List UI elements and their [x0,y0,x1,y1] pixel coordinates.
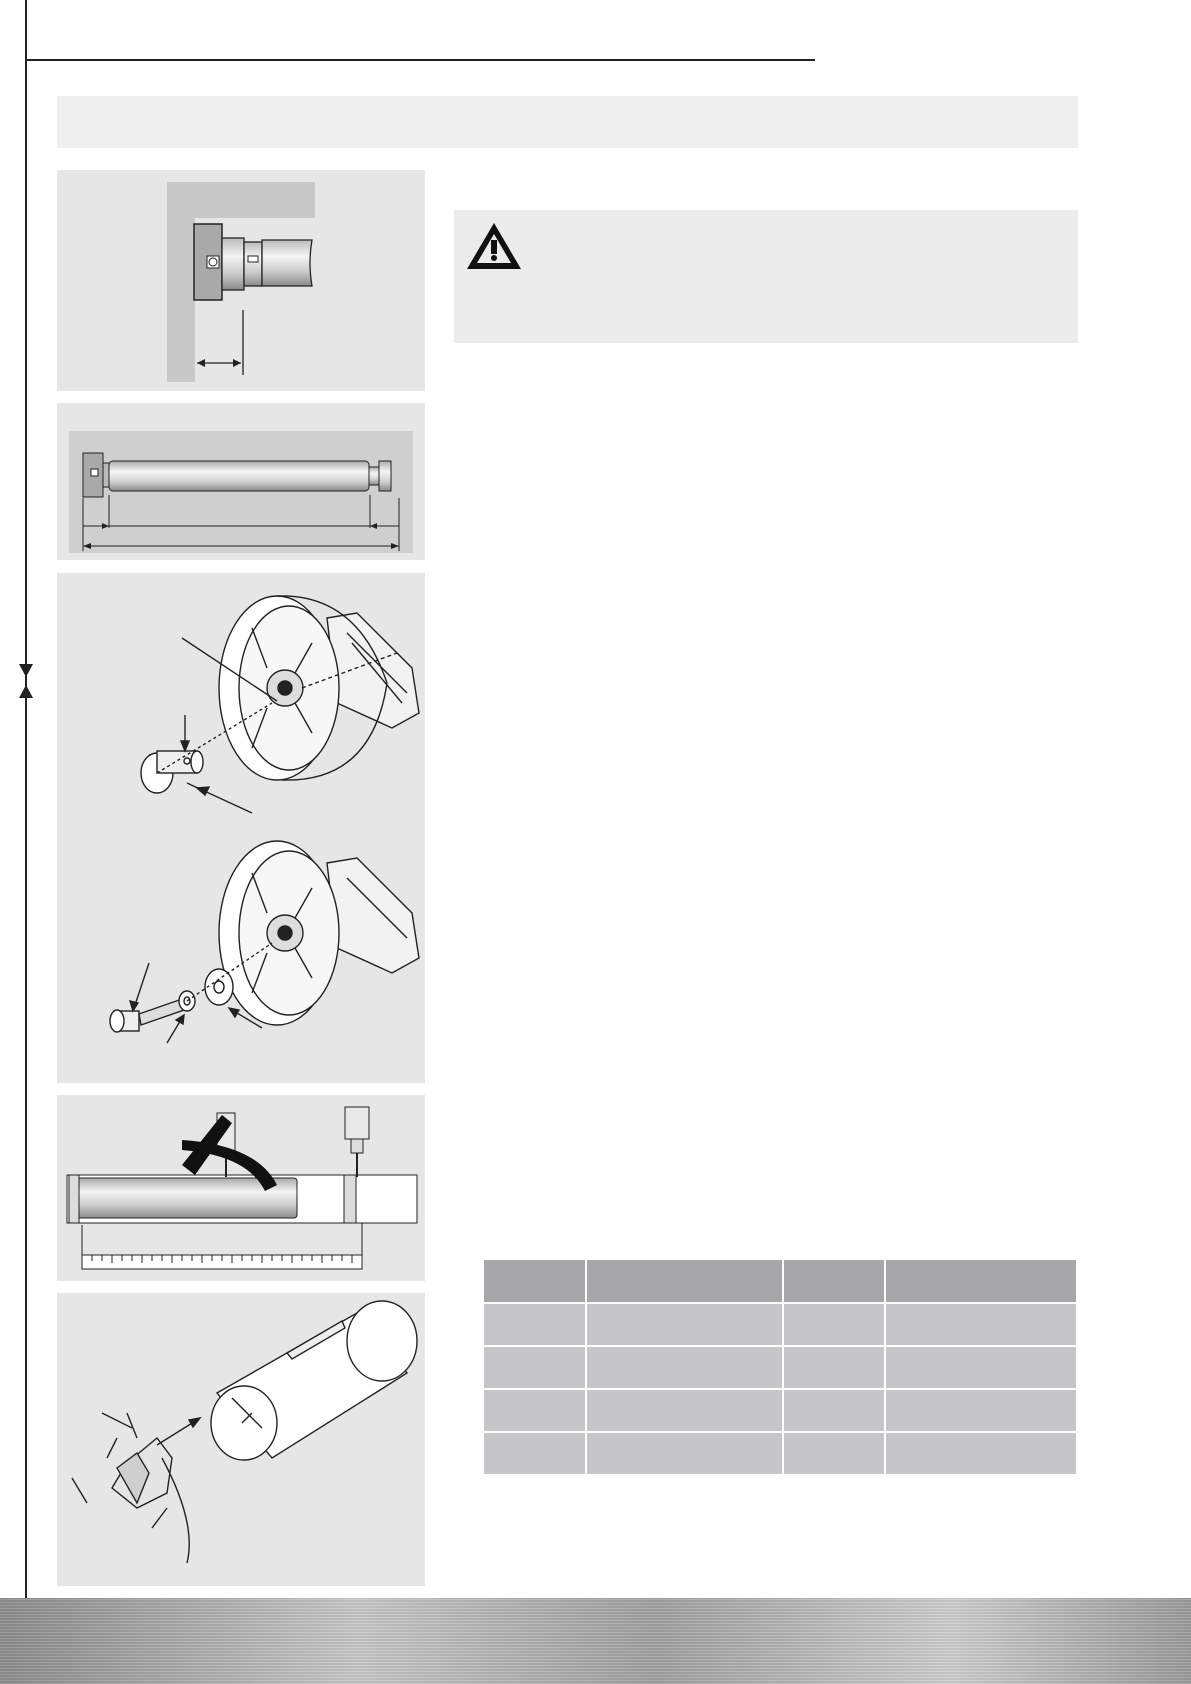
table-cell [784,1390,884,1431]
table-row [484,1390,1076,1431]
spec-table [482,1258,1078,1476]
table-row [484,1433,1076,1474]
margin-rule-vertical [25,0,27,1600]
fold-marker-icon [18,664,34,698]
figure-tube-insertion [57,1293,425,1586]
table-cell [886,1304,1076,1345]
table-cell [784,1304,884,1345]
header-rule [25,59,815,61]
table-header-cell [886,1260,1076,1302]
table-header-cell [484,1260,585,1302]
brushed-metal-footer [0,1598,1191,1684]
table-cell [484,1390,585,1431]
tube-insertion-diagram [57,1293,425,1586]
table-header-row [484,1260,1076,1302]
table-cell [886,1390,1076,1431]
figure-adapter-assembly [57,573,425,1083]
table-cell [587,1390,782,1431]
figure-bracket-clearance [57,170,425,391]
section-title-band [57,96,1078,148]
adapter-exploded-diagram [57,573,425,1083]
figure-tube-length [57,403,425,560]
table-cell [587,1433,782,1474]
warning-box [454,210,1078,343]
table-header-cell [587,1260,782,1302]
bracket-distance-diagram [57,170,425,391]
table-cell [484,1347,585,1388]
table-header-cell [784,1260,884,1302]
table-cell [587,1347,782,1388]
table-cell [784,1433,884,1474]
table-cell [587,1304,782,1345]
table-cell [484,1304,585,1345]
table-cell [484,1433,585,1474]
table-row [484,1304,1076,1345]
table-cell [886,1433,1076,1474]
drill-correct-incorrect-diagram [57,1095,425,1281]
figure-drilling-position [57,1095,425,1281]
tube-dimension-diagram [57,403,425,560]
table-row [484,1347,1076,1388]
table-cell [886,1347,1076,1388]
table-cell [784,1347,884,1388]
warning-triangle-icon [464,220,524,272]
